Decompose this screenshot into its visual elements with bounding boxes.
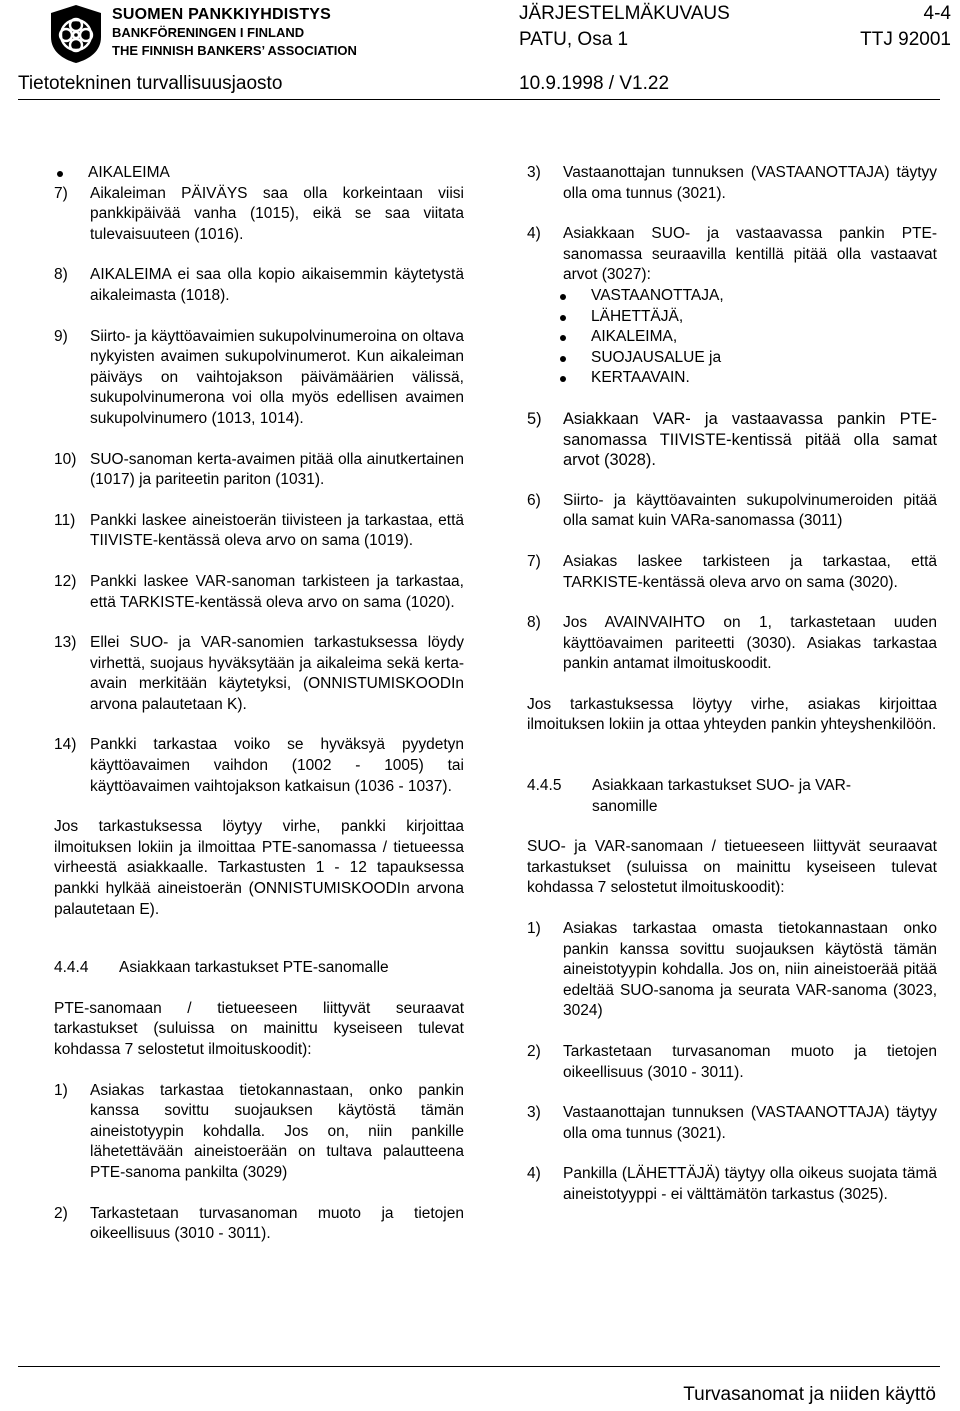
bullet-icon: [560, 356, 566, 362]
section-intro: SUO- ja VAR-sanomaan / tietueeseen liittyvät seuraavat tarkastukset (suluissa on mainittu kyseiseen tulevat kohdassa 7 selostetut ilmoituskoodit):: [527, 838, 937, 897]
item-text: Aikaleiman PÄIVÄYS saa olla korkeintaan viisi pankkipäivää vanha (1015), eikä se saa viitata tulevaisuuteen (1016).: [90, 184, 464, 243]
item-text: Jos AVAINVAIHTO on 1, tarkastetaan uuden käyttöavaimen pariteetti (3030). Asiakas tarkastaa pankin antamat ilmoituskoodit.: [563, 614, 937, 673]
bullet-text: LÄHETTÄJÄ,: [591, 307, 684, 325]
list-item: [54, 327, 464, 430]
section-intro: PTE-sanomaan / tietueeseen liittyvät seuraavat tarkastukset (suluissa on mainittu kyseiseen tulevat kohdassa 7 selostetut ilmoituskoodit):: [54, 999, 464, 1058]
item-text: Asiakas tarkastaa tietokannastaan, onko pankin kanssa sovittu suojauksen käytöstä tämän aineistotyypin kohdalla. Jos on, niin pankille lähetettävään aineistoerään on tultava palautteena PTE-sanoma pankilta (3029): [90, 1081, 464, 1181]
item-text: AIKALEIMA ei saa olla kopio aikaisemmin käytetystä aikaleimasta (1018).: [90, 266, 464, 304]
bullet-icon: [560, 376, 566, 382]
org-name-swedish: BANKFÖRENINGEN I FINLAND: [112, 25, 305, 40]
association-logo-icon: [50, 4, 102, 64]
list-item: [527, 1042, 937, 1083]
item-text: Pankki laskee VAR-sanoman tarkisteen ja tarkastaa, että TARKISTE-kentässä oleva arvo on sama (1020).: [90, 572, 464, 611]
section-number: 4.4.5: [527, 777, 562, 795]
item-number: 13): [54, 634, 77, 652]
list-item: [527, 163, 937, 204]
bullet-icon: [560, 294, 566, 300]
list-item: [527, 224, 937, 286]
list-item: [527, 1103, 937, 1144]
item-text: Tarkastetaan turvasanoman muoto ja tietojen oikeellisuus (3010 - 3011).: [90, 1204, 464, 1243]
section-title: Asiakkaan tarkastukset SUO- ja VAR-sanomille: [592, 777, 851, 815]
item-text: Vastaanottajan tunnuksen (VASTAANOTTAJA) täytyy olla oma tunnus (3021).: [563, 1104, 937, 1142]
bullet-item: [557, 286, 937, 307]
list-item: [527, 919, 937, 1022]
item-number: 3): [527, 1104, 541, 1122]
item-number: 9): [54, 327, 68, 345]
item-text: Pankilla (LÄHETTÄJÄ) täytyy olla oikeus suojata tämä aineistotyyppi - ei välttämätön tarkastus (3025).: [563, 1165, 937, 1203]
list-item: [54, 633, 464, 715]
error-paragraph: Jos tarkastuksessa löytyy virhe, asiakas kirjoittaa ilmoituksen lokiin ja ottaa yhteyden pankin yhteyshenkilöön.: [527, 695, 937, 734]
document-code: TTJ 92001: [860, 29, 951, 50]
error-paragraph: Jos tarkastuksessa löytyy virhe, pankki kirjoittaa ilmoituksen lokiin ja ilmoittaa PTE-sanomassa / tietueessa virheestä asiakkaalle. Tarkastusten 1 - 12 tapauksessa pankki hylkää aineistoerän (ONNISTUMISKOODIn arvona palautetaan E).: [54, 818, 464, 918]
footer-divider: [18, 1366, 940, 1367]
bullet-icon: [560, 335, 566, 341]
bullet-text: VASTAANOTTAJA,: [591, 286, 724, 304]
item-number: 5): [527, 409, 542, 428]
item-text: Pankki tarkastaa voiko se hyväksyä pyydetyn käyttöavaimen vaihdon (1002 - 1005) tai käyttöavaimen vaihtojakson katkaisun (1036 - 1037).: [90, 736, 464, 795]
list-item: [527, 1164, 937, 1205]
item-number: 2): [54, 1204, 68, 1222]
item-text: Asiakkaan VAR- ja vastaavassa pankin PTE-sanomassa TIIVISTE-kentissä pitää olla samat arvot (3028).: [563, 409, 937, 470]
list-item: [54, 735, 464, 797]
page-number: 4-4: [923, 3, 951, 24]
org-name-finnish: SUOMEN PANKKIYHDISTYS: [112, 6, 332, 23]
document-title: JÄRJESTELMÄKUVAUS: [519, 3, 730, 24]
list-item: [54, 265, 464, 306]
item-number: 7): [54, 184, 68, 202]
page-header: [0, 0, 960, 110]
list-item: [54, 1204, 464, 1245]
item-number: 3): [527, 164, 541, 181]
item-number: 10): [54, 450, 77, 468]
list-item: [54, 184, 464, 246]
item-text: Asiakkaan SUO- ja vastaavassa pankin PTE-sanomassa seuraavilla kentillä pitää olla vastaavat arvot (3027):: [563, 225, 937, 284]
item-number: 6): [527, 491, 541, 509]
bullet-icon: [57, 171, 63, 177]
item-number: 8): [527, 614, 541, 632]
item-text: Vastaanottajan tunnuksen (VASTAANOTTAJA) täytyy olla oma tunnus (3021).: [563, 164, 937, 202]
document-version: 10.9.1998 / V1.22: [519, 73, 670, 94]
list-item: [527, 409, 937, 471]
bullet-item: [557, 348, 937, 369]
page-footer: Turvasanomat ja niiden käyttö: [683, 1384, 936, 1405]
field-bullet-list: [527, 286, 937, 389]
item-number: 2): [527, 1043, 541, 1060]
item-text: Tarkastetaan turvasanoman muoto ja tietojen oikeellisuus (3010 - 3011).: [563, 1043, 937, 1081]
item-number: 12): [54, 572, 77, 590]
document-part: PATU, Osa 1: [519, 29, 629, 50]
section-number: 4.4.4: [54, 959, 89, 977]
bullet-text: AIKALEIMA,: [591, 328, 678, 346]
item-number: 14): [54, 736, 77, 754]
item-text: SUO-sanoman kerta-avaimen pitää olla ainutkertainen (1017) ja pariteetin pariton (1031).: [90, 450, 464, 489]
list-item: [527, 613, 937, 675]
item-number: 11): [54, 511, 76, 529]
org-name-english: THE FINNISH BANKERS’ ASSOCIATION: [112, 43, 357, 58]
bullet-text: KERTAAVAIN.: [591, 369, 690, 387]
bullet-title: AIKALEIMA: [88, 164, 170, 181]
list-item: [54, 1081, 464, 1184]
list-item: [527, 552, 937, 593]
right-column: [527, 163, 937, 1206]
item-number: 4): [527, 225, 541, 243]
bullet-item: [557, 368, 937, 389]
item-text: Asiakas tarkastaa omasta tietokannastaan onko pankin kanssa sovittu suojauksen käytöstä tämän aineistotyypin kohdalla. Jos on, niin aineistoerää pitää edeltää SUO-sanoma ja seurata VAR-sanoma (3023, 3024): [563, 920, 937, 1020]
bullet-item: [557, 327, 937, 348]
item-number: 1): [54, 1081, 68, 1099]
header-divider: [18, 99, 940, 100]
item-number: 8): [54, 266, 68, 284]
left-column: [54, 163, 464, 1245]
list-item: [54, 450, 464, 491]
bullet-item: [54, 163, 464, 184]
section-heading: [54, 958, 464, 979]
item-text: Siirto- ja käyttöavaimien sukupolvinumeroina on oltava nykyisten avaimen sukupolvinumerot. Kun aikaleiman päiväys on vaihtojakson päivämäärien välissä, sukupolvinumerona voi olla myös edellisen avaimen sukupolvinumero (1013, 1014).: [90, 327, 464, 427]
item-number: 1): [527, 920, 541, 938]
list-item: [527, 491, 937, 532]
item-number: 7): [527, 552, 541, 570]
section-title: Asiakkaan tarkastukset PTE-sanomalle: [119, 959, 389, 977]
item-text: Ellei SUO- ja VAR-sanomien tarkastuksessa löydy virhettä, suojaus hyväksytään ja aikaleima sekä kerta-avain merkitään käytetyksi, (ONNISTUMISKOODIn arvona palautetaan K).: [90, 634, 464, 713]
bullet-icon: [560, 315, 566, 321]
section-heading: [527, 776, 937, 817]
list-item: [54, 511, 464, 552]
item-text: Asiakas laskee tarkisteen ja tarkastaa, että TARKISTE-kentässä oleva arvo on sama (3020).: [563, 552, 937, 591]
item-number: 4): [527, 1165, 541, 1183]
item-text: Pankki laskee aineistoerän tiivisteen ja tarkastaa, että TIIVISTE-kentässä oleva arvo on sama (1019).: [90, 511, 464, 550]
bullet-text: SUOJAUSALUE ja: [591, 348, 722, 366]
department-name: Tietotekninen turvallisuusjaosto: [18, 73, 283, 94]
item-text: Siirto- ja käyttöavainten sukupolvinumeroiden pitää olla samat kuin VARa-sanomassa (3011): [563, 491, 937, 530]
list-item: [54, 572, 464, 613]
bullet-item: [557, 307, 937, 328]
